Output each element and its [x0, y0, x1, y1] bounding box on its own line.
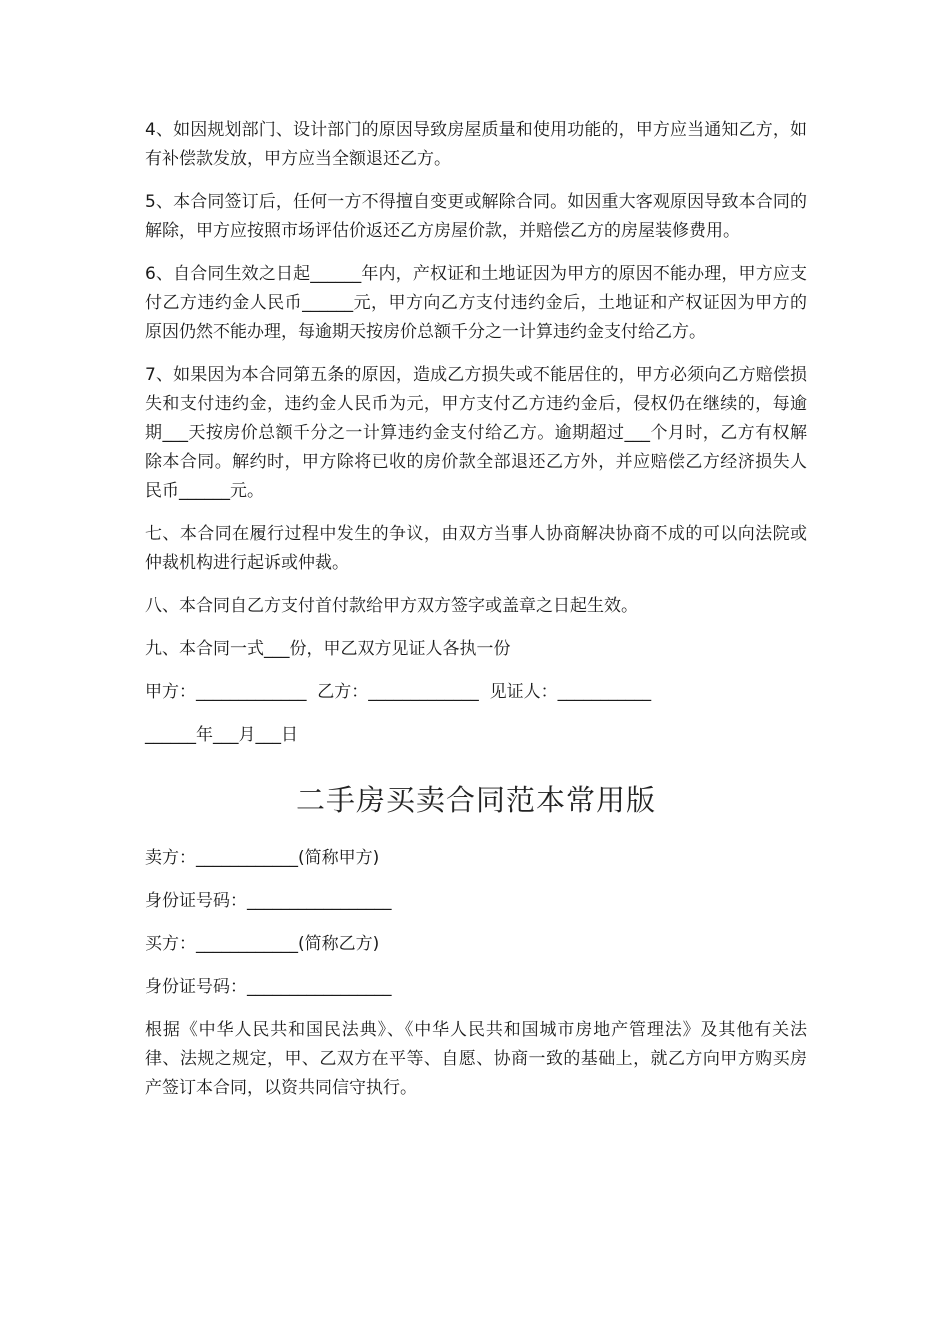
document-page [145, 116, 807, 1117]
article-7-dispute: 七、本合同在履行过程中发生的争议，由双方当事人协商解决协商不成的可以向法院或仲裁机构进行起诉或仲裁。 [145, 524, 807, 573]
buyer-field: 买方：____________(简称乙方) [145, 934, 380, 954]
clause-5: 5、本合同签订后，任何一方不得擅自变更或解除合同。如因重大客观原因导致本合同的解除，甲方应按照市场评估价返还乙方房屋价款，并赔偿乙方的房屋装修费用。 [145, 192, 807, 241]
seller-field: 卖方：____________(简称甲方) [145, 848, 380, 868]
clause-6: 6、自合同生效之日起______年内，产权证和土地证因为甲方的原因不能办理，甲方应支付乙方违约金人民币______元，甲方向乙方支付违约金后，土地证和产权证因为甲方的原因仍然不能办理，每逾期天按房价总额千分之一计算违约金支付给乙方。 [145, 264, 807, 342]
buyer-id-field: 身份证号码：_________________ [145, 977, 392, 997]
seller-id-field: 身份证号码：_________________ [145, 891, 392, 911]
contract-title: 二手房买卖合同范本常用版 [295, 783, 656, 817]
article-8-effective: 八、本合同自乙方支付首付款给甲方双方签字或盖章之日起生效。 [145, 596, 638, 616]
clause-7: 7、如果因为本合同第五条的原因，造成乙方损失或不能居住的，甲方必须向乙方赔偿损失和支付违约金，违约金人民币为元，甲方支付乙方违约金后，侵权仍在继续的，每逾期___天按房价总额千分之一计算违约金支付给乙方。逾期超过___个月时，乙方有权解除本合同。解约时，甲方除将已收的房价款全部退还乙方外，并应赔偿乙方经济损失人民币______元。 [145, 365, 807, 501]
signature-line: 甲方：_____________ 乙方：_____________ 见证人：___________ [145, 682, 652, 702]
date-line: ______年___月___日 [145, 725, 298, 745]
intro-paragraph: 根据《中华人民共和国民法典》、《中华人民共和国城市房地产管理法》及其他有关法律、法规之规定，甲、乙双方在平等、自愿、协商一致的基础上，就乙方向甲方购买房产签订本合同，以资共同信守执行。 [145, 1020, 807, 1098]
clause-4: 4、如因规划部门、设计部门的原因导致房屋质量和使用功能的，甲方应当通知乙方，如有补偿款发放，甲方应当全额退还乙方。 [145, 120, 807, 169]
article-9-copies: 九、本合同一式___份，甲乙双方见证人各执一份 [145, 639, 511, 659]
